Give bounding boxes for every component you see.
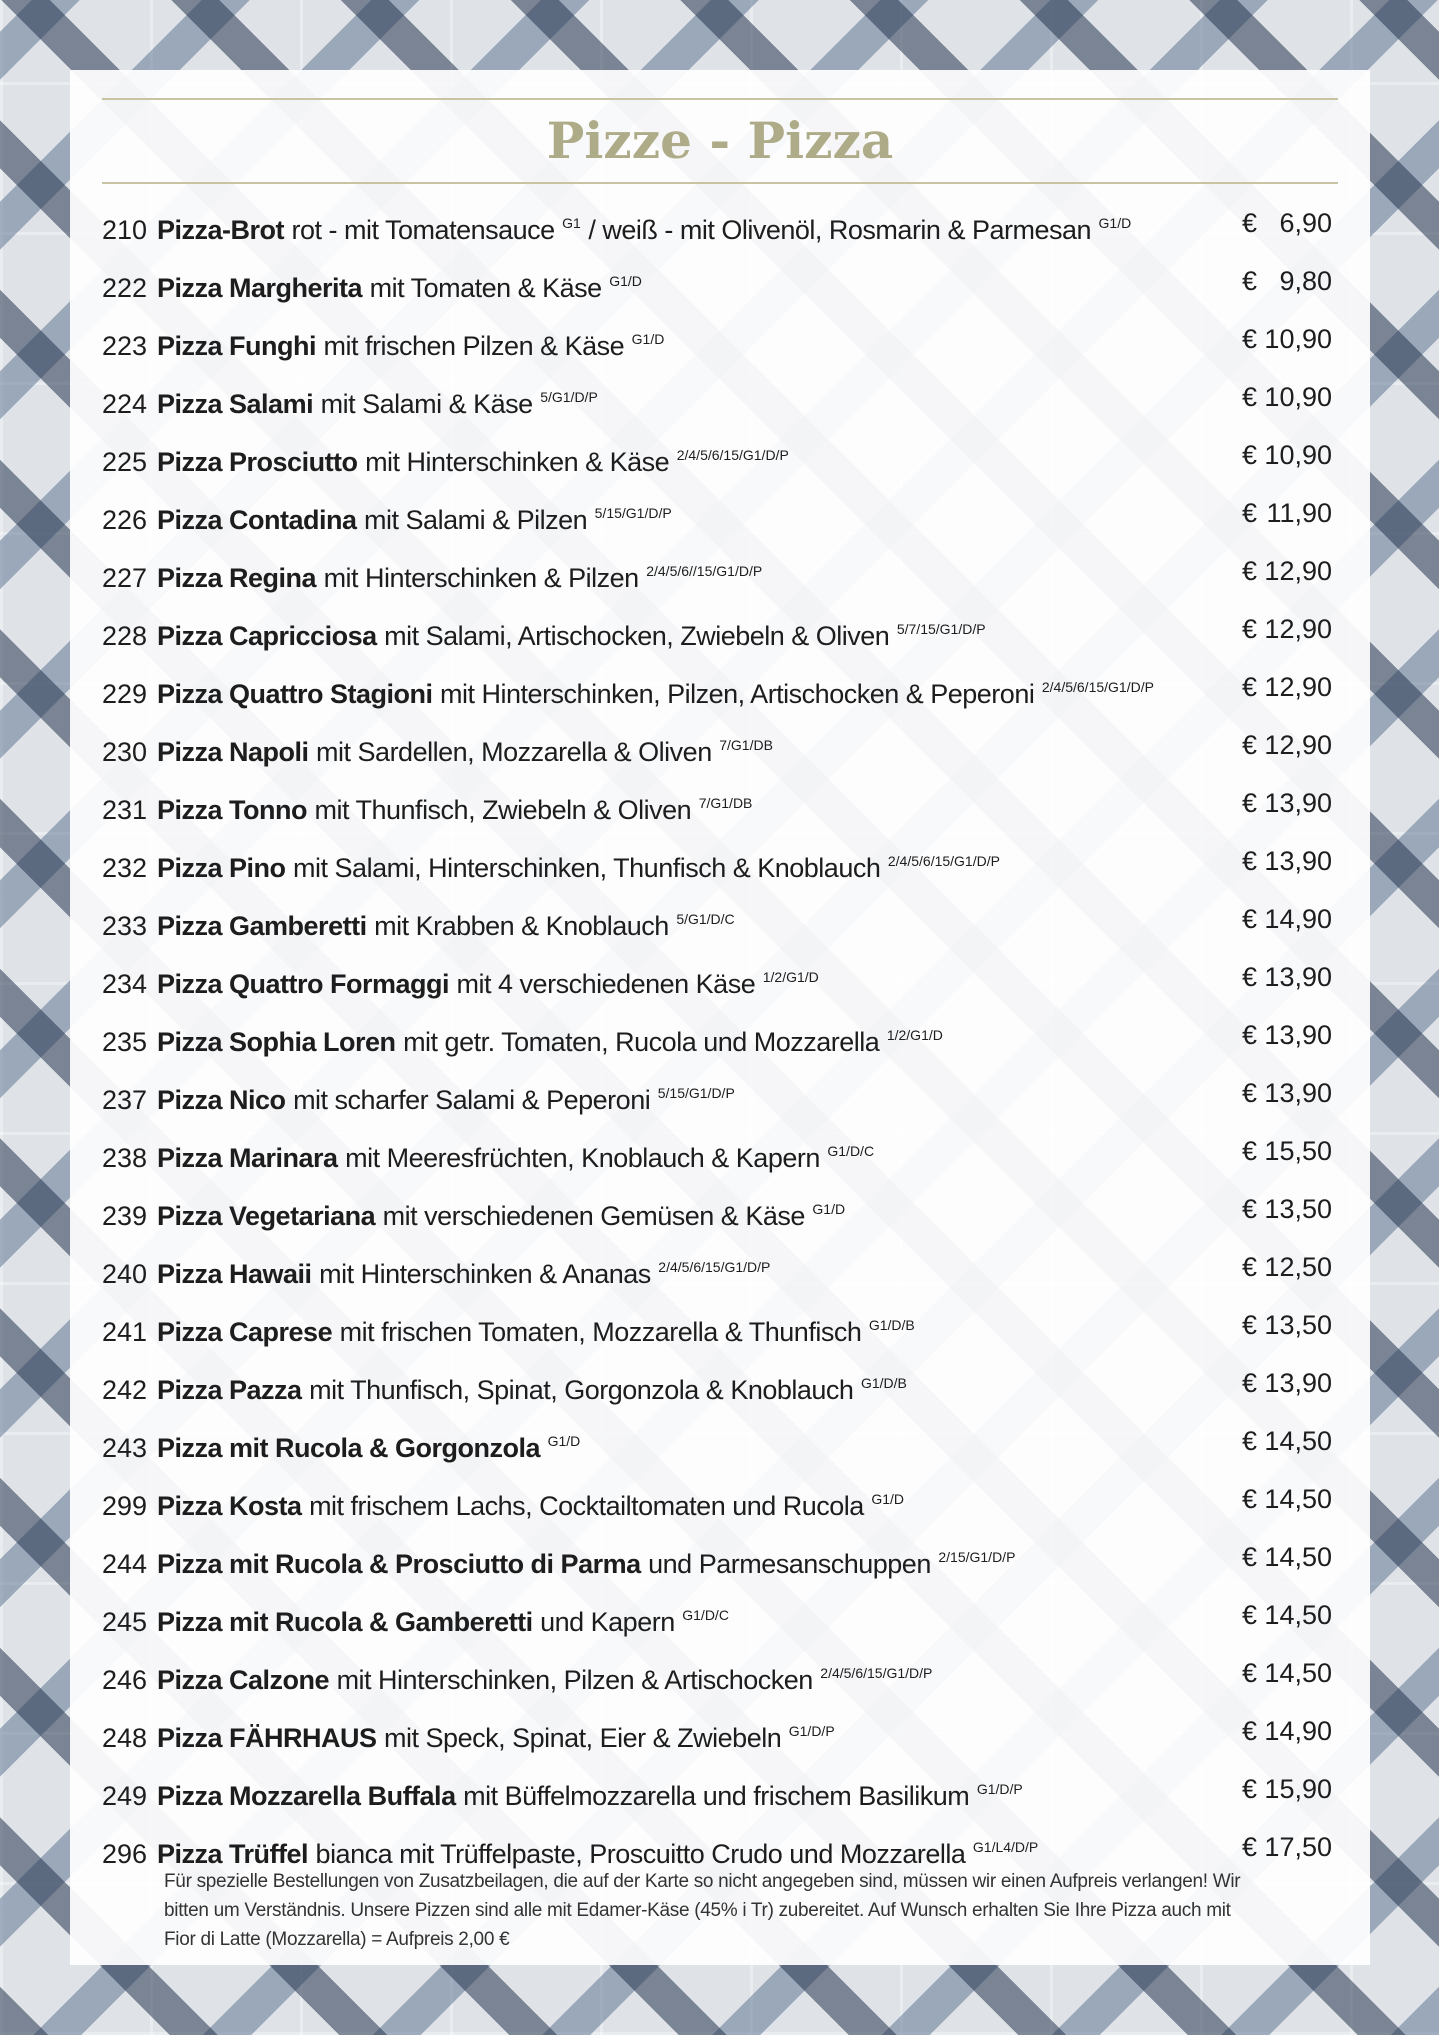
item-price (1242, 658, 1332, 716)
menu-item-text (102, 737, 773, 767)
item-allergens: G1/D/C (682, 1607, 729, 1623)
item-number: 229 (102, 679, 148, 709)
item-price (1242, 1180, 1332, 1238)
item-price (1242, 368, 1332, 426)
price-value: 10,90 (1264, 440, 1332, 470)
item-description-2: / weiß - mit Olivenöl, Rosmarin & Parmesan (588, 215, 1092, 245)
menu-item-text (102, 273, 642, 303)
item-price (1242, 194, 1332, 252)
price-value: 13,90 (1264, 1368, 1332, 1398)
menu-item (102, 1296, 1332, 1354)
currency-symbol: € (1242, 1774, 1258, 1804)
menu-item (102, 252, 1332, 310)
menu-item (102, 542, 1332, 600)
item-name: Pizza Quattro Stagioni (157, 679, 433, 709)
item-description: und Kapern (540, 1607, 675, 1637)
item-price (1242, 1528, 1332, 1586)
menu-item-text (102, 1781, 1023, 1811)
item-allergens: G1/D/C (827, 1143, 875, 1159)
item-name: Pizza Prosciutto (157, 447, 358, 477)
item-description: mit Salami & Käse (320, 389, 533, 419)
item-name: Pizza-Brot (157, 215, 285, 245)
item-allergens: 7/G1/DB (719, 737, 773, 753)
price-value: 14,50 (1264, 1658, 1332, 1688)
item-description: mit Hinterschinken, Pilzen, Artischocken & Peperoni (440, 679, 1035, 709)
item-description: mit Hinterschinken & Pilzen (323, 563, 639, 593)
item-price (1242, 484, 1332, 542)
item-allergens: G1/D (812, 1201, 846, 1217)
currency-symbol: € (1242, 846, 1258, 876)
title-rule-top (102, 98, 1338, 100)
item-description: mit Meeresfrüchten, Knoblauch & Kapern (345, 1143, 820, 1173)
menu-item-text (102, 1839, 1038, 1869)
page-title: Pizze - Pizza (546, 111, 894, 170)
item-name: Pizza Capricciosa (157, 621, 377, 651)
item-price (1242, 948, 1332, 1006)
menu-item (102, 368, 1332, 426)
item-number: 232 (102, 853, 148, 883)
item-name: Pizza Trüffel (157, 1839, 309, 1869)
price-value: 17,50 (1264, 1832, 1332, 1862)
item-number: 248 (102, 1723, 148, 1753)
item-number: 226 (102, 505, 148, 535)
title-rule-bottom (102, 182, 1338, 184)
item-name: Pizza mit Rucola & Prosciutto di Parma (157, 1549, 641, 1579)
item-allergens: G1/D (1098, 215, 1132, 231)
item-price (1242, 1644, 1332, 1702)
item-description: bianca mit Trüffelpaste, Proscuitto Crudo und Mozzarella (315, 1839, 966, 1869)
item-description: mit Sardellen, Mozzarella & Oliven (316, 737, 712, 767)
currency-symbol: € (1242, 614, 1258, 644)
item-number: 237 (102, 1085, 148, 1115)
item-price (1242, 600, 1332, 658)
currency-symbol: € (1242, 324, 1258, 354)
item-name: Pizza Salami (157, 389, 314, 419)
menu-item (102, 1064, 1332, 1122)
item-description: mit 4 verschiedenen Käse (456, 969, 756, 999)
menu-item (102, 1006, 1332, 1064)
item-allergens: 7/G1/DB (698, 795, 753, 811)
item-allergens: G1/D (631, 331, 665, 347)
item-price (1242, 1006, 1332, 1064)
item-allergens: 2/4/5/6//15/G1/D/P (646, 563, 763, 579)
menu-item (102, 832, 1332, 890)
item-number: 245 (102, 1607, 148, 1637)
menu-item-text (102, 505, 672, 535)
menu-item-text (102, 911, 735, 941)
price-value: 11,90 (1266, 498, 1332, 528)
footnote: Für spezielle Bestellungen von Zusatzbeilagen, die auf der Karte so nicht angegeben sind, müssen wir einen Aufpreis verlangen! Wir bitten um Verständnis. Unsere Pizzen sind alle mit Edamer-Käse (45% i Tr) zubereitet. Auf Wunsch erhalten Sie Ihre Pizza auch mit Fior di Latte (Mozzarella) = Aufpreis 2,00 € (164, 1871, 1241, 1950)
item-number: 240 (102, 1259, 148, 1289)
currency-symbol: € (1242, 1136, 1258, 1166)
currency-symbol: € (1242, 1310, 1258, 1340)
menu-item (102, 1238, 1332, 1296)
item-price (1242, 1760, 1332, 1818)
currency-symbol: € (1242, 1600, 1258, 1630)
menu-item (102, 1412, 1332, 1470)
price-value: 13,50 (1264, 1310, 1332, 1340)
price-value: 14,50 (1264, 1600, 1332, 1630)
currency-symbol: € (1242, 1252, 1258, 1282)
item-name: Pizza Nico (157, 1085, 286, 1115)
currency-symbol: € (1242, 1542, 1258, 1572)
menu-item-text (102, 1665, 932, 1695)
item-price (1242, 310, 1332, 368)
menu-item-text (102, 1549, 1015, 1579)
item-allergens: 2/4/5/6/15/G1/D/P (658, 1259, 771, 1275)
item-price (1242, 1296, 1332, 1354)
item-allergens: G1/D (547, 1433, 581, 1449)
item-allergens: 2/4/5/6/15/G1/D/P (1041, 679, 1154, 695)
menu-item-text (102, 447, 789, 477)
menu-item (102, 1644, 1332, 1702)
item-description: mit Salami, Hinterschinken, Thunfisch & Knoblauch (293, 853, 881, 883)
price-value: 13,90 (1264, 846, 1332, 876)
item-allergens: 5/7/15/G1/D/P (896, 621, 986, 637)
item-allergens: G1 (562, 215, 581, 231)
item-description: rot - mit Tomatensauce (291, 215, 555, 245)
menu-item-text (102, 679, 1154, 709)
item-allergens: G1/D (609, 273, 642, 289)
menu-item-text (102, 1607, 729, 1637)
item-price (1242, 1702, 1332, 1760)
item-number: 235 (102, 1027, 148, 1057)
currency-symbol: € (1242, 1368, 1258, 1398)
item-name: Pizza Margherita (157, 273, 363, 303)
item-price (1242, 1064, 1332, 1122)
price-value: 15,50 (1264, 1136, 1332, 1166)
currency-symbol: € (1242, 788, 1258, 818)
item-number: 249 (102, 1781, 148, 1811)
price-value: 13,50 (1264, 1194, 1332, 1224)
menu-item-text (102, 215, 1131, 245)
item-allergens: 2/4/5/6/15/G1/D/P (676, 447, 789, 463)
item-name: Pizza Calzone (157, 1665, 330, 1695)
menu-item-text (102, 1027, 943, 1057)
currency-symbol: € (1242, 266, 1258, 296)
item-price (1242, 716, 1332, 774)
item-allergens: 1/2/G1/D (762, 969, 819, 985)
currency-symbol: € (1242, 556, 1258, 586)
item-allergens: 5/15/G1/D/P (657, 1085, 735, 1101)
item-allergens: G1/D/B (860, 1375, 907, 1391)
item-description: mit Hinterschinken & Ananas (319, 1259, 651, 1289)
item-description: mit Speck, Spinat, Eier & Zwiebeln (384, 1723, 782, 1753)
item-allergens: 5/15/G1/D/P (594, 505, 672, 521)
menu-item-text (102, 389, 598, 419)
currency-symbol: € (1242, 1832, 1258, 1862)
currency-symbol: € (1242, 382, 1258, 412)
price-value: 9,80 (1279, 266, 1332, 296)
item-number: 222 (102, 273, 148, 303)
menu-item (102, 716, 1332, 774)
price-value: 13,90 (1264, 1020, 1332, 1050)
menu-item (102, 658, 1332, 716)
item-number: 244 (102, 1549, 148, 1579)
item-price (1242, 1122, 1332, 1180)
item-allergens: 1/2/G1/D (886, 1027, 943, 1043)
currency-symbol: € (1242, 1020, 1258, 1050)
item-number: 299 (102, 1491, 148, 1521)
price-value: 12,90 (1264, 556, 1332, 586)
menu-item-text (102, 1085, 735, 1115)
item-number: 223 (102, 331, 148, 361)
menu-item (102, 600, 1332, 658)
item-allergens: G1/L4/D/P (972, 1839, 1039, 1855)
item-price (1242, 890, 1332, 948)
item-name: Pizza Pazza (157, 1375, 302, 1405)
menu-item (102, 194, 1332, 252)
item-description: mit Hinterschinken, Pilzen & Artischocken (336, 1665, 813, 1695)
menu-item (102, 484, 1332, 542)
item-name: Pizza Vegetariana (157, 1201, 376, 1231)
item-price (1242, 1470, 1332, 1528)
price-value: 14,50 (1264, 1426, 1332, 1456)
item-price (1242, 426, 1332, 484)
item-name: Pizza Marinara (157, 1143, 338, 1173)
item-number: 224 (102, 389, 148, 419)
item-number: 246 (102, 1665, 148, 1695)
item-description: mit getr. Tomaten, Rucola und Mozzarella (403, 1027, 880, 1057)
item-name: Pizza Contadina (157, 505, 357, 535)
item-allergens: G1/D/P (788, 1723, 835, 1739)
price-value: 12,90 (1264, 730, 1332, 760)
menu-item-text (102, 1723, 835, 1753)
menu-panel (70, 70, 1370, 1965)
item-allergens: 2/4/5/6/15/G1/D/P (887, 853, 1000, 869)
menu-item-text (102, 1317, 915, 1347)
currency-symbol: € (1242, 1484, 1258, 1514)
item-description: mit Hinterschinken & Käse (365, 447, 670, 477)
item-price (1242, 1238, 1332, 1296)
item-price (1242, 1818, 1332, 1876)
menu-item (102, 1702, 1332, 1760)
menu-item (102, 890, 1332, 948)
item-price (1242, 1586, 1332, 1644)
item-name: Pizza Regina (157, 563, 317, 593)
item-price (1242, 1354, 1332, 1412)
item-number: 210 (102, 215, 148, 245)
menu-item (102, 1180, 1332, 1238)
item-number: 242 (102, 1375, 148, 1405)
currency-symbol: € (1242, 208, 1258, 238)
item-description: mit Salami, Artischocken, Zwiebeln & Oliven (384, 621, 890, 651)
item-number: 233 (102, 911, 148, 941)
currency-symbol: € (1242, 1658, 1258, 1688)
item-number: 296 (102, 1839, 148, 1869)
item-name: Pizza Gamberetti (157, 911, 367, 941)
item-description: mit Büffelmozzarella und frischem Basilikum (463, 1781, 970, 1811)
item-number: 227 (102, 563, 148, 593)
item-allergens: 2/15/G1/D/P (938, 1549, 1016, 1565)
menu-item-text (102, 795, 752, 825)
currency-symbol: € (1242, 440, 1258, 470)
price-value: 15,90 (1264, 1774, 1332, 1804)
item-description: mit Salami & Pilzen (364, 505, 588, 535)
price-value: 14,90 (1264, 904, 1332, 934)
menu-item (102, 1760, 1332, 1818)
item-number: 243 (102, 1433, 148, 1463)
price-value: 6,90 (1279, 208, 1332, 238)
item-allergens: 5/G1/D/C (676, 911, 735, 927)
menu-item-text (102, 1259, 770, 1289)
item-name: Pizza Tonno (157, 795, 307, 825)
price-value: 14,50 (1264, 1542, 1332, 1572)
price-value: 12,90 (1264, 672, 1332, 702)
item-number: 241 (102, 1317, 148, 1347)
currency-symbol: € (1242, 730, 1258, 760)
price-value: 14,90 (1264, 1716, 1332, 1746)
item-description: mit frischem Lachs, Cocktailtomaten und Rucola (309, 1491, 864, 1521)
item-description: mit Thunfisch, Zwiebeln & Oliven (314, 795, 692, 825)
item-price (1242, 252, 1332, 310)
item-allergens: 2/4/5/6/15/G1/D/P (820, 1665, 933, 1681)
item-number: 231 (102, 795, 148, 825)
menu-item-text (102, 1375, 907, 1405)
item-number: 238 (102, 1143, 148, 1173)
item-name: Pizza Mozzarella Buffala (157, 1781, 456, 1811)
menu-item-text (102, 1433, 580, 1463)
item-name: Pizza Pino (157, 853, 286, 883)
currency-symbol: € (1242, 904, 1258, 934)
item-name: Pizza Quattro Formaggi (157, 969, 450, 999)
menu-item (102, 1470, 1332, 1528)
currency-symbol: € (1242, 1426, 1258, 1456)
item-number: 234 (102, 969, 148, 999)
item-number: 225 (102, 447, 148, 477)
item-description: mit verschiedenen Gemüsen & Käse (382, 1201, 805, 1231)
price-value: 12,90 (1264, 614, 1332, 644)
item-description: mit frischen Tomaten, Mozzarella & Thunfisch (339, 1317, 862, 1347)
menu-item-text (102, 969, 819, 999)
item-name: Pizza mit Rucola & Gamberetti (157, 1607, 533, 1637)
item-name: Pizza Napoli (157, 737, 309, 767)
price-value: 14,50 (1264, 1484, 1332, 1514)
item-allergens: 5/G1/D/P (540, 389, 598, 405)
price-value: 10,90 (1264, 382, 1332, 412)
price-value: 13,90 (1264, 1078, 1332, 1108)
price-value: 13,90 (1264, 962, 1332, 992)
item-description: mit Krabben & Knoblauch (374, 911, 669, 941)
item-price (1242, 1412, 1332, 1470)
item-name: Pizza FÄHRHAUS (157, 1723, 377, 1753)
currency-symbol: € (1242, 1078, 1258, 1108)
item-name: Pizza Hawaii (157, 1259, 312, 1289)
item-description: mit scharfer Salami & Peperoni (293, 1085, 651, 1115)
menu-item (102, 426, 1332, 484)
item-price (1242, 542, 1332, 600)
item-allergens: G1/D (871, 1491, 905, 1507)
item-name: Pizza Caprese (157, 1317, 333, 1347)
menu-item (102, 1122, 1332, 1180)
menu-item-text (102, 1491, 904, 1521)
item-name: Pizza Kosta (157, 1491, 302, 1521)
currency-symbol: € (1242, 1716, 1258, 1746)
item-number: 239 (102, 1201, 148, 1231)
currency-symbol: € (1242, 1194, 1258, 1224)
currency-symbol: € (1242, 962, 1258, 992)
menu-item (102, 1586, 1332, 1644)
item-allergens: G1/D/P (976, 1781, 1023, 1797)
price-value: 12,50 (1264, 1252, 1332, 1282)
item-description: mit frischen Pilzen & Käse (323, 331, 625, 361)
menu-item-text (102, 853, 1000, 883)
menu-item-text (102, 621, 986, 651)
item-description: mit Thunfisch, Spinat, Gorgonzola & Knoblauch (309, 1375, 854, 1405)
price-value: 13,90 (1264, 788, 1332, 818)
menu-item (102, 774, 1332, 832)
item-price (1242, 832, 1332, 890)
menu-item-text (102, 1201, 845, 1231)
menu-item (102, 948, 1332, 1006)
item-price (1242, 774, 1332, 832)
item-description: und Parmesanschuppen (648, 1549, 931, 1579)
item-name: Pizza Funghi (157, 331, 316, 361)
item-description: mit Tomaten & Käse (369, 273, 602, 303)
menu-item (102, 310, 1332, 368)
price-value: 10,90 (1264, 324, 1332, 354)
item-name: Pizza Sophia Loren (157, 1027, 396, 1057)
menu-list (102, 194, 1332, 1876)
item-number: 230 (102, 737, 148, 767)
item-number: 228 (102, 621, 148, 651)
menu-item (102, 1528, 1332, 1586)
item-allergens: G1/D/B (868, 1317, 915, 1333)
currency-symbol: € (1242, 498, 1258, 528)
menu-item-text (102, 563, 762, 593)
menu-item (102, 1354, 1332, 1412)
menu-item-text (102, 331, 664, 361)
currency-symbol: € (1242, 672, 1258, 702)
menu-item-text (102, 1143, 874, 1173)
item-name: Pizza mit Rucola & Gorgonzola (157, 1433, 541, 1463)
